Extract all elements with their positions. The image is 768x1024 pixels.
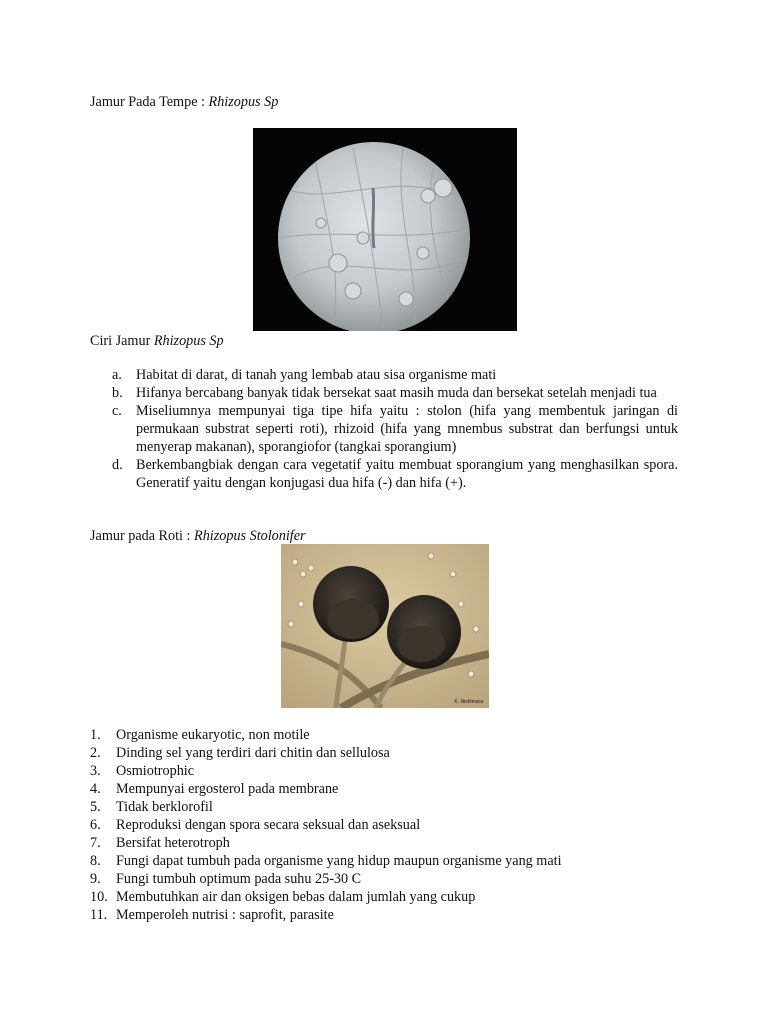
sporangia-graphic: [281, 544, 489, 708]
list-item: [90, 852, 678, 870]
heading-bread-species: Rhizopus Stolonifer: [194, 528, 306, 544]
list-item-text: Mempunyai ergosterol pada membrane: [116, 781, 339, 797]
list-marker: 2.: [90, 745, 101, 761]
list-item: [90, 816, 678, 834]
list-marker: 7.: [90, 835, 101, 851]
list-marker: c.: [112, 403, 122, 419]
image-credit: K. Nishimura: [454, 699, 483, 705]
list-item: [90, 762, 678, 780]
list-marker: 10.: [90, 889, 108, 905]
heading-characteristics-species: Rhizopus Sp: [153, 333, 224, 349]
list-item-text: Miseliumnya mempunyai tiga tipe hifa yaitu : stolon (hifa yang membentuk jaringan di permukaan substrat seperti roti), rhizoid (hifa yang mnembus substrat dan berfungsi untuk menyerap makanan), sporangiofor (tangkai sporangium): [136, 403, 678, 455]
list-item: [90, 888, 678, 906]
heading-bread-fungus: [90, 527, 306, 545]
list-marker: 9.: [90, 871, 101, 887]
list-item-text: Organisme eukaryotic, non motile: [116, 727, 310, 743]
list-marker: 11.: [90, 907, 108, 923]
list-item-text: Reproduksi dengan spora secara seksual dan aseksual: [116, 817, 421, 833]
list-item: [90, 456, 678, 492]
list-item: [90, 744, 678, 762]
list-item: [90, 366, 678, 384]
list-marker: 6.: [90, 817, 101, 833]
list-item: [90, 726, 678, 744]
list-item-text: Osmiotrophic: [116, 763, 195, 779]
list-item-text: Dinding sel yang terdiri dari chitin dan sellulosa: [116, 745, 390, 761]
list-item: [90, 384, 678, 402]
list-item: [90, 798, 678, 816]
list-item-text: Fungi tumbuh optimum pada suhu 25-30 C: [116, 871, 362, 887]
list-marker: b.: [112, 385, 123, 401]
heading-tempe-species: Rhizopus Sp: [208, 94, 279, 110]
list-marker: 1.: [90, 727, 101, 743]
list-item: [90, 402, 678, 456]
list-item-text: Tidak berklorofil: [116, 799, 213, 815]
list-item-text: Membutuhkan air dan oksigen bebas dalam jumlah yang cukup: [116, 889, 476, 905]
heading-tempe-fungus: [90, 93, 278, 111]
list-marker: d.: [112, 457, 123, 473]
list-item: [90, 906, 678, 924]
list-marker: 8.: [90, 853, 101, 869]
heading-characteristics-prefix: Ciri Jamur: [90, 333, 154, 349]
list-marker: a.: [112, 367, 122, 383]
list-item-text: Memperoleh nutrisi : saprofit, parasite: [116, 907, 334, 923]
properties-list: [90, 726, 678, 924]
heading-bread-prefix: Jamur pada Roti :: [90, 528, 195, 544]
rhizopus-stolonifer-image: [281, 544, 489, 708]
list-item-text: Fungi dapat tumbuh pada organisme yang hidup maupun organisme yang mati: [116, 853, 562, 869]
rhizopus-microscope-graphic: [253, 128, 517, 331]
rhizopus-microscope-image: [253, 128, 517, 331]
list-item-text: Berkembangbiak dengan cara vegetatif yaitu membuat sporangium yang menghasilkan spora. Generatif yaitu dengan konjugasi dua hifa (-) dan hifa (+).: [136, 457, 678, 491]
list-item: [90, 834, 678, 852]
list-marker: 5.: [90, 799, 101, 815]
list-item: [90, 870, 678, 888]
list-marker: 3.: [90, 763, 101, 779]
heading-rhizopus-characteristics: [90, 332, 224, 350]
characteristics-list: [90, 366, 678, 492]
list-item-text: Hifanya bercabang banyak tidak bersekat saat masih muda dan bersekat setelah menjadi tua: [136, 385, 657, 401]
heading-tempe-prefix: Jamur Pada Tempe :: [90, 94, 209, 110]
list-marker: 4.: [90, 781, 101, 797]
list-item-text: Habitat di darat, di tanah yang lembab atau sisa organisme mati: [136, 367, 497, 383]
list-item-text: Bersifat heterotroph: [116, 835, 230, 851]
list-item: [90, 780, 678, 798]
